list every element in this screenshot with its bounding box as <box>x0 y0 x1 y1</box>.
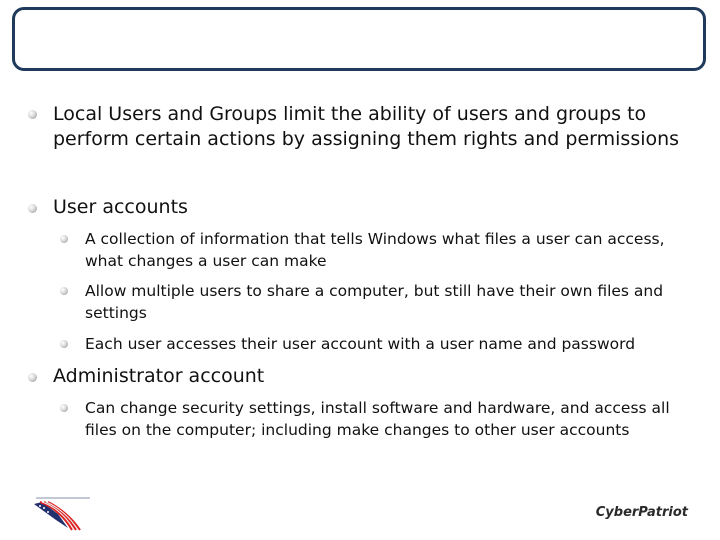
flag-logo-icon <box>28 490 98 532</box>
sub-bullet-marker <box>60 235 68 243</box>
brand-logo-text: CyberPatriot <box>595 505 688 520</box>
sub-bullet-marker <box>60 404 68 412</box>
bullet-item: User accounts <box>53 196 188 218</box>
bullet-item: Local Users and Groups limit the ability of users and groups to perform certain actions by assigning them rights and permissions <box>53 103 680 150</box>
sub-bullet-item: Each user accesses their user account with a user name and password <box>85 335 636 353</box>
bullet-marker <box>28 204 37 213</box>
sub-bullet-item: A collection of information that tells Windows what files a user can access, what changes a user can make <box>85 230 665 270</box>
bullet-marker <box>28 373 37 382</box>
bullet-item: Administrator account <box>53 365 265 387</box>
sub-bullet-item: Allow multiple users to share a computer, but still have their own files and settings <box>85 282 664 322</box>
sub-bullet-marker <box>60 287 68 295</box>
bullet-marker <box>28 110 37 119</box>
sub-bullet-item: Can change security settings, install software and hardware, and access all files on the computer; including make changes to other user accounts <box>85 399 670 439</box>
sub-bullet-marker <box>60 340 68 348</box>
